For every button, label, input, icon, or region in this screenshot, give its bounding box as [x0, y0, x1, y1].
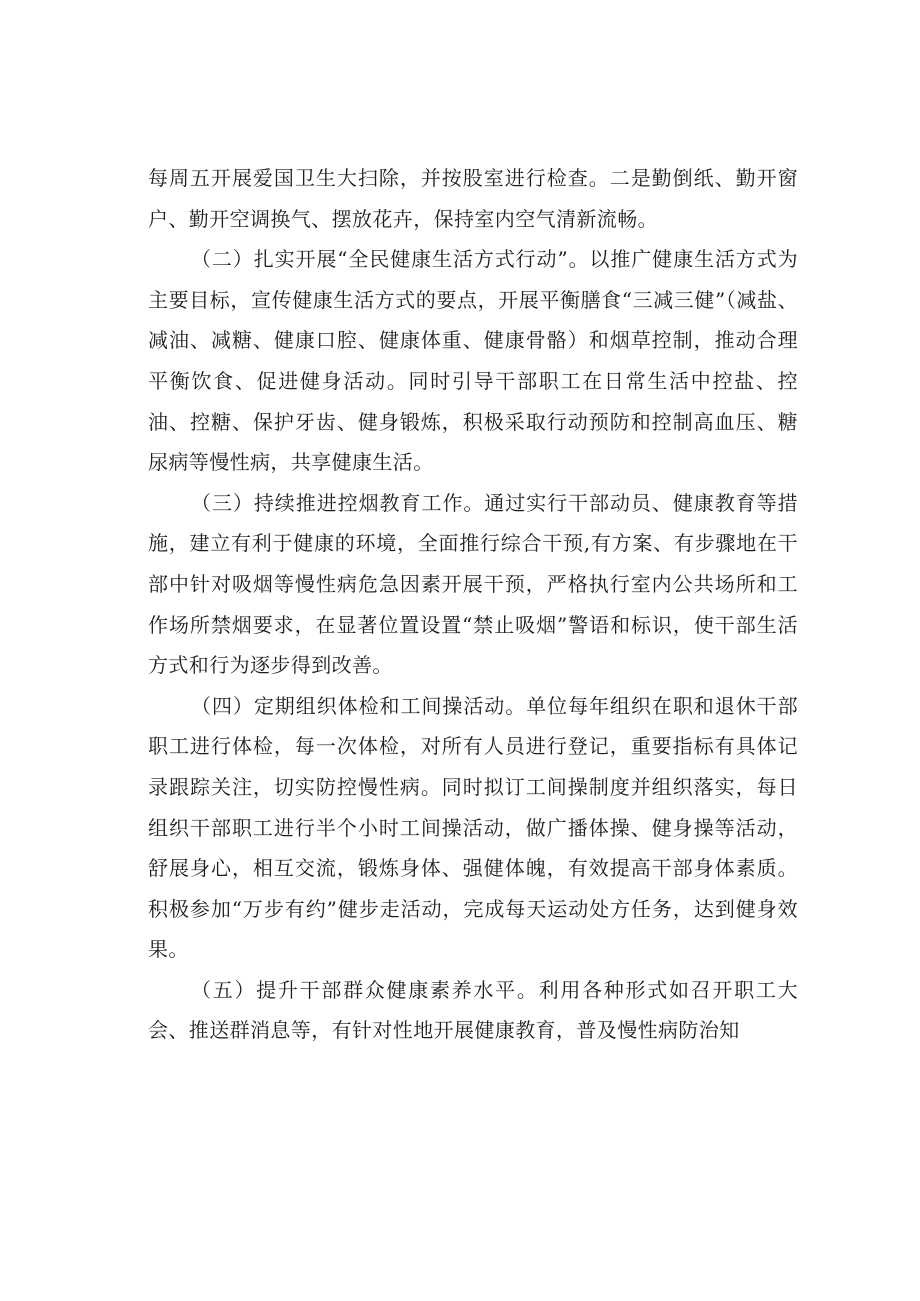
document-body [148, 158, 798, 1051]
paragraph-section-5: （五）提升干部群众健康素养水平。利用各种形式如召开职工大会、推送群消息等，有针对性地开展健康教育，普及慢性病防治知 [148, 977, 798, 1043]
paragraph-section-3: （三）持续推进控烟教育工作。通过实行干部动员、健康教育等措施，建立有利于健康的环境，全面推行综合干预,有方案、有步骤地在干部中针对吸烟等慢性病危急因素开展干预，严格执行室内公共场所和工作场所禁烟要求，在显著位置设置“禁止吸烟”警语和标识，使干部生活方式和行为逐步得到改善。 [148, 490, 798, 678]
paragraph-continuation: 每周五开展爱国卫生大扫除，并按股室进行检查。二是勤倒纸、勤开窗户、勤开空调换气、摆放花卉，保持室内空气清新流畅。 [148, 166, 798, 231]
paragraph-section-4: （四）定期组织体检和工间操活动。单位每年组织在职和退休干部职工进行体检，每一次体检，对所有人员进行登记，重要指标有具体记录跟踪关注，切实防控慢性病。同时拟订工间操制度并组织落实，每日组织干部职工进行半个小时工间操活动，做广播体操、健身操等活动，舒展身心，相互交流，锻炼身体、强健体魄，有效提高干部身体素质。积极参加“万步有约”健步走活动，完成每天运动处方任务，达到健身效果。 [148, 693, 798, 962]
paragraph-section-2: （二）扎实开展“全民健康生活方式行动”。以推广健康生活方式为主要目标，宣传健康生活方式的要点，开展平衡膳食“三减三健”（减盐、减油、减糖、健康口腔、健康体重、健康骨骼）和烟草控制，推动合理平衡饮食、促进健身活动。同时引导干部职工在日常生活中控盐、控油、控糖、保护牙齿、健身锻炼，积极采取行动预防和控制高血压、糖尿病等慢性病，共享健康生活。 [148, 247, 798, 475]
